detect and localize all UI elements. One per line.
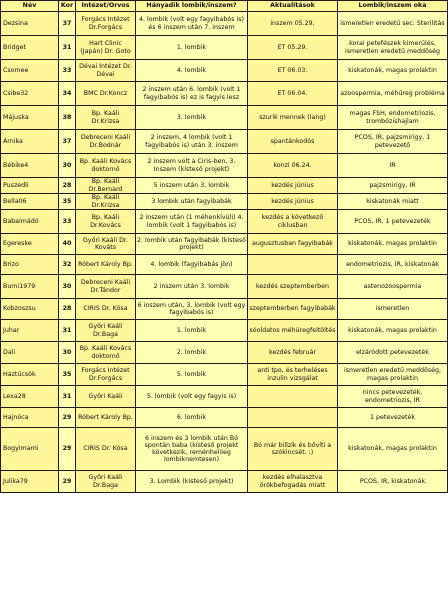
ok-cell: 1 petevezeték: [338, 408, 448, 428]
aktualitasok-cell: szurik mennek (lang): [248, 106, 338, 130]
aktualitasok-cell: inszem 05.29.: [248, 12, 338, 36]
kor-cell: 35: [59, 364, 76, 386]
intezet-cell: Győri Kaáli Dr.Baga: [76, 471, 136, 493]
table-row: [1, 130, 448, 154]
nev-cell: Hajnóca: [1, 408, 59, 428]
header-aktualitasok: Aktualitások: [248, 1, 338, 12]
hanyadik-cell: 3. lombik: [136, 106, 248, 130]
nev-cell: Puszedli: [1, 178, 59, 194]
ok-cell: elzáródott petevezeték: [338, 342, 448, 364]
nev-cell: Julika79: [1, 471, 59, 493]
ok-cell: kiskatonák, magas prolaktin: [338, 320, 448, 342]
ok-cell: endometriozis, IR, kiskatonák: [338, 255, 448, 275]
table-row: [1, 82, 448, 106]
intezet-cell: Forgács Intézet Dr.Forgács: [76, 364, 136, 386]
table-row: [1, 275, 448, 299]
aktualitasok-cell: kezdés június: [248, 194, 338, 210]
table-row: [1, 471, 448, 493]
aktualitasok-cell: anti tpo, és terheléses inzulin vizsgálat: [248, 364, 338, 386]
table-row: [1, 12, 448, 36]
hanyadik-cell: 6 inszem után, 3. lombik (volt egy fagyibabós is): [136, 299, 248, 320]
intezet-cell: Róbert Károly Bp.: [76, 408, 136, 428]
intezet-cell: Győri Kaáli Dr. Kováts: [76, 234, 136, 255]
hanyadik-cell: 6 inszem és 3 lombik után Bó spontán baba (kísteső projekt következik, reménhelileg lombiknemtesen): [136, 428, 248, 471]
intezet-cell: Bp. Kaáli Kovács doktornő: [76, 154, 136, 178]
kor-cell: 35: [59, 194, 76, 210]
nev-cell: Bella06: [1, 194, 59, 210]
hanyadik-cell: 5. lombik: [136, 364, 248, 386]
aktualitasok-cell: ET 06.03.: [248, 60, 338, 82]
header-ok: Lombik/inszem oka: [338, 1, 448, 12]
ok-cell: magas FSH, endometriozis, trombózishajlam: [338, 106, 448, 130]
hanyadik-cell: 2. lombik: [136, 342, 248, 364]
header-intezet-orvos: Intézet/Orvos: [76, 1, 136, 12]
nev-cell: Brizo: [1, 255, 59, 275]
kor-cell: 32: [59, 255, 76, 275]
hanyadik-cell: 2 inszem, 4 lombik (volt 1 fagyibabós is) után 3. inszem: [136, 130, 248, 154]
aktualitasok-cell: konzi 06.24.: [248, 154, 338, 178]
ok-cell: astenozoospermia: [338, 275, 448, 299]
table-row: [1, 255, 448, 275]
table-row: [1, 342, 448, 364]
table-row: [1, 428, 448, 471]
table-row: [1, 299, 448, 320]
nev-cell: Májuska: [1, 106, 59, 130]
ok-cell: kiskatonák miatt: [338, 194, 448, 210]
kor-cell: 38: [59, 106, 76, 130]
nev-cell: Csomee: [1, 60, 59, 82]
kor-cell: 28: [59, 299, 76, 320]
aktualitasok-cell: kezdés június: [248, 178, 338, 194]
kor-cell: 33: [59, 60, 76, 82]
intezet-cell: Hart Clinic (Japán) Dr. Goto: [76, 36, 136, 60]
table-row: [1, 386, 448, 408]
kor-cell: 30: [59, 154, 76, 178]
intezet-cell: Bp. Kaáli Dr.Krizsa: [76, 194, 136, 210]
table-row: [1, 194, 448, 210]
nev-cell: Bébike4: [1, 154, 59, 178]
intezet-cell: Bp. Kaáli Dr.Krizsa: [76, 106, 136, 130]
hanyadik-cell: 3. Lombik (kísteső projekt): [136, 471, 248, 493]
intezet-cell: BMC Dr.Koncz: [76, 82, 136, 106]
hanyadik-cell: 3 lombik után fagyibabák: [136, 194, 248, 210]
kor-cell: 37: [59, 130, 76, 154]
table-row: [1, 36, 448, 60]
ok-cell: PCOS, IR, kiskatonák: [338, 471, 448, 493]
hanyadik-cell: 2 inszem után 3. lombik: [136, 275, 248, 299]
aktualitasok-cell: [248, 255, 338, 275]
intezet-cell: Dévai Intézet Dr. Dévai: [76, 60, 136, 82]
nev-cell: Csibe32: [1, 82, 59, 106]
intezet-cell: Debreceni Kaáli Dr.Bodnár: [76, 130, 136, 154]
nev-cell: Árnika: [1, 130, 59, 154]
nev-cell: Bridget: [1, 36, 59, 60]
table-row: [1, 364, 448, 386]
intezet-cell: Győri Kaáli Dr.Baga: [76, 320, 136, 342]
aktualitasok-cell: Bó már billzik és bővíti a szókincsét. :): [248, 428, 338, 471]
hanyadik-cell: 1. lombik: [136, 36, 248, 60]
aktualitasok-cell: kezdés február: [248, 342, 338, 364]
nev-cell: Dezsina: [1, 12, 59, 36]
ok-cell: PCOS, IR, 1 petevezeték: [338, 210, 448, 234]
ok-cell: kiskatonák, magas prolaktin: [338, 60, 448, 82]
ok-cell: ismeretlen: [338, 299, 448, 320]
nev-cell: Háztűcsök: [1, 364, 59, 386]
intezet-cell: Bp. Kaáli Dr.Kovács: [76, 210, 136, 234]
kor-cell: 29: [59, 471, 76, 493]
intezet-cell: CIRIS Dr. Kósa: [76, 299, 136, 320]
kor-cell: 34: [59, 82, 76, 106]
table-row: [1, 106, 448, 130]
table-row: [1, 234, 448, 255]
table-row: [1, 154, 448, 178]
header-row: [1, 1, 448, 12]
ok-cell: PCOS, IR, pajzsmirigy, 1 petevezető: [338, 130, 448, 154]
aktualitasok-cell: [248, 386, 338, 408]
nev-cell: Kobzoszsu: [1, 299, 59, 320]
kor-cell: 30: [59, 275, 76, 299]
hanyadik-cell: 4. lombik: [136, 60, 248, 82]
nev-cell: Juhar: [1, 320, 59, 342]
ok-cell: ismeretlen eredetű meddőség, magas prolaktin: [338, 364, 448, 386]
intezet-cell: Debreceni Kaáli Dr.Tándor: [76, 275, 136, 299]
hanyadik-cell: 1. lombik: [136, 320, 248, 342]
table-row: [1, 210, 448, 234]
header-hanyadik: Hányadik lombik/inszem?: [136, 1, 248, 12]
ok-cell: ismeretlen eredetű sec. Sterilitás: [338, 12, 448, 36]
hanyadik-cell: 2 inszem után (1 méhenkívüli) 4. lombik (volt 1 fagyibabós is): [136, 210, 248, 234]
kor-cell: 31: [59, 36, 76, 60]
ok-cell: pajzsmirigy, IR: [338, 178, 448, 194]
ok-cell: korai petefészek kimerülés, ismeretlen eredetű meddőség: [338, 36, 448, 60]
nev-cell: Dali: [1, 342, 59, 364]
aktualitasok-cell: ET 06.04.: [248, 82, 338, 106]
header-nev: Név: [1, 1, 59, 12]
kor-cell: 28: [59, 178, 76, 194]
kor-cell: 31: [59, 320, 76, 342]
hanyadik-cell: 6. lombik: [136, 408, 248, 428]
intezet-cell: Róbert Károly Bp.: [76, 255, 136, 275]
ok-cell: kiskatonák, magas prolaktin: [338, 234, 448, 255]
aktualitasok-cell: kezdés a következő ciklusban: [248, 210, 338, 234]
aktualitasok-cell: [248, 408, 338, 428]
hanyadik-cell: 4. lombik (fagyibabás jön): [136, 255, 248, 275]
table-row: [1, 408, 448, 428]
hanyadik-cell: 2. lombik után fagyibabák (kísteső projekt): [136, 234, 248, 255]
aktualitasok-cell: kezdés szeptemberben: [248, 275, 338, 299]
nev-cell: Egereske: [1, 234, 59, 255]
ok-cell: nincs petevezeték, endometriozis, IR: [338, 386, 448, 408]
aktualitasok-cell: sóoldatos méhüregfeltöltés: [248, 320, 338, 342]
kor-cell: 29: [59, 428, 76, 471]
intezet-cell: Forgács Intézet Dr.Forgács: [76, 12, 136, 36]
table-row: [1, 178, 448, 194]
aktualitasok-cell: ET 05.29.: [248, 36, 338, 60]
kor-cell: 30: [59, 342, 76, 364]
kor-cell: 29: [59, 408, 76, 428]
nev-cell: Bogyimami: [1, 428, 59, 471]
table-row: [1, 60, 448, 82]
intezet-cell: CIRIS Dr. Kósa: [76, 428, 136, 471]
nev-cell: Bumi1979: [1, 275, 59, 299]
hanyadik-cell: 5 inszem után 3. lombik: [136, 178, 248, 194]
kor-cell: 33: [59, 210, 76, 234]
table-row: [1, 320, 448, 342]
aktualitasok-cell: kezdés elhalasztva örökbefogadás miatt: [248, 471, 338, 493]
intezet-cell: Bp. Kaáli Dr.Bernard: [76, 178, 136, 194]
hanyadik-cell: 5. lombik (volt egy fagyis is): [136, 386, 248, 408]
hanyadik-cell: 2 inszem után 6. lombik (volt 1 fagyibabós is) ez is fagyis lesz: [136, 82, 248, 106]
hanyadik-cell: 2 inszem volt a Ciris-ben, 3. Inszem (kísteső projekt): [136, 154, 248, 178]
intezet-cell: Győri Kaáli: [76, 386, 136, 408]
kor-cell: 40: [59, 234, 76, 255]
ok-cell: azoospermia, méhűreg probléma: [338, 82, 448, 106]
ok-cell: kiskatonák, magas prolaktin: [338, 428, 448, 471]
hanyadik-cell: 4. lombik (volt egy fagyibabós is) és 6 inszem után 7. inszem: [136, 12, 248, 36]
header-kor: Kor: [59, 1, 76, 12]
ok-cell: IR: [338, 154, 448, 178]
nev-cell: Lexa28: [1, 386, 59, 408]
nev-cell: Babaimádó: [1, 210, 59, 234]
kor-cell: 31: [59, 386, 76, 408]
aktualitasok-cell: spantánkodós: [248, 130, 338, 154]
aktualitasok-cell: augusztusban fagyibabák: [248, 234, 338, 255]
aktualitasok-cell: szeptemberben fagyibabák: [248, 299, 338, 320]
intezet-cell: Bp. Kaáli Kovács doktornő: [76, 342, 136, 364]
kor-cell: 37: [59, 12, 76, 36]
